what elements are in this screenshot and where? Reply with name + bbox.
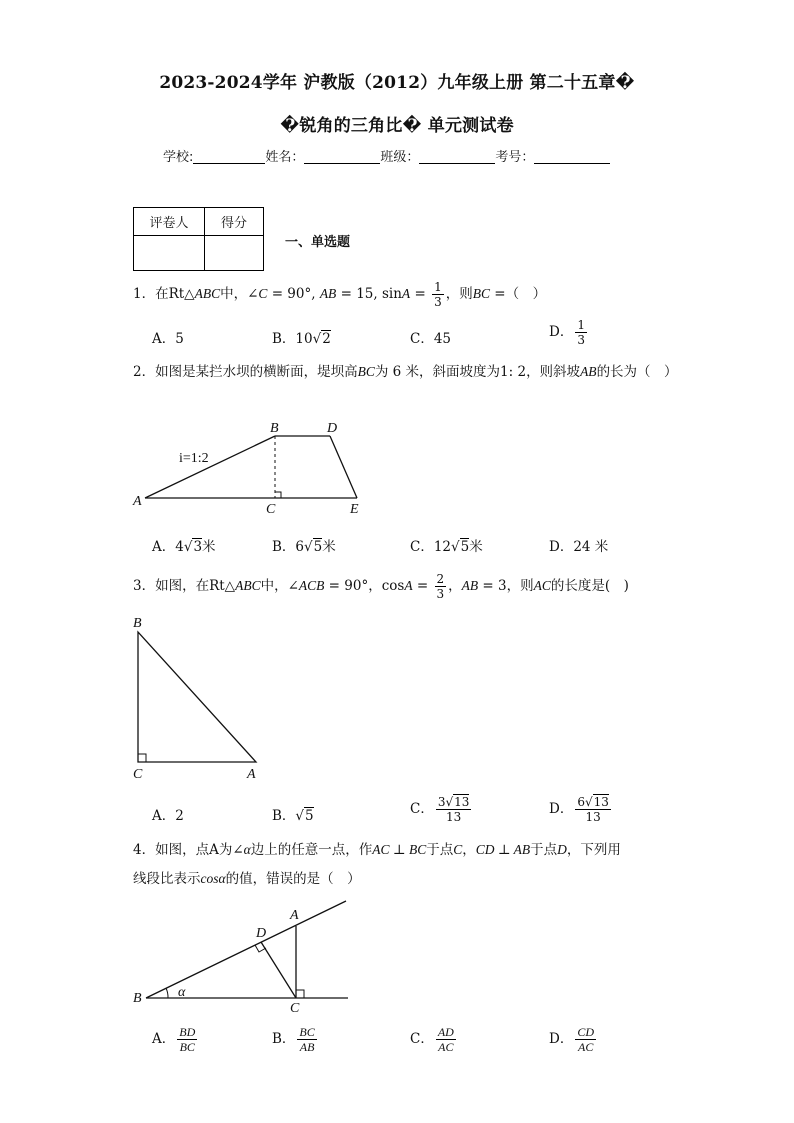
point-label-d: D bbox=[256, 926, 267, 941]
q2-option-b[interactable]: B．6√5米 bbox=[272, 539, 336, 555]
name-label: 姓名： bbox=[265, 150, 305, 165]
q2-option-a[interactable]: A．4√3米 bbox=[152, 539, 216, 555]
question-3-stem: 3．如图，在Rt△ABC中，∠ACB = 90°，cosA = $\frac{2}{3}$ ，AB = 3，则AC的长度是( ) bbox=[133, 572, 629, 601]
point-label-c: C bbox=[266, 502, 276, 517]
point-label-a: A bbox=[133, 494, 142, 509]
point-label-c: C bbox=[133, 767, 143, 782]
title-line-2: �锐角的三角比� 单元测试卷 bbox=[280, 116, 514, 136]
q3-option-d[interactable]: D． $\frac{6√13}{13}$ bbox=[549, 795, 609, 824]
q4-option-b[interactable]: B． $\frac{BC}{AB}$ bbox=[272, 1025, 315, 1054]
point-label-d: D bbox=[327, 421, 338, 436]
point-label-b: B bbox=[133, 616, 142, 631]
point-label-a: A bbox=[247, 767, 256, 782]
fraction: $\frac{1}{3}$ bbox=[434, 280, 442, 309]
score-table-score-header: 得分 bbox=[205, 208, 264, 236]
q1-option-c[interactable]: C．45 bbox=[410, 331, 452, 347]
q2-option-d[interactable]: D．24 米 bbox=[549, 539, 609, 555]
q3-option-a[interactable]: A．2 bbox=[152, 808, 184, 824]
point-label-c: C bbox=[290, 1001, 300, 1016]
q1-option-d[interactable]: D． $\frac{1}{3}$ bbox=[549, 318, 585, 347]
q1-option-a[interactable]: A．5 bbox=[152, 331, 184, 347]
exam-no-label: 考号： bbox=[495, 150, 535, 165]
title-line-1: 2023-2024学年 沪教版（2012）九年级上册 第二十五章� bbox=[159, 73, 635, 93]
q4-option-a[interactable]: A． $\frac{BD}{BC}$ bbox=[152, 1025, 196, 1054]
q2-option-c[interactable]: C．12√5米 bbox=[410, 539, 483, 555]
q1-option-b[interactable]: B．10√2 bbox=[272, 331, 331, 347]
class-label: 班级： bbox=[380, 150, 420, 165]
question-1-stem: 1．在Rt△ABC中，∠C = 90°, AB = 15, sinA = $\frac{1}{3}$ ，则BC =（ ） bbox=[133, 280, 547, 309]
q4-option-c[interactable]: C． $\frac{AD}{AC}$ bbox=[410, 1025, 454, 1054]
q4-option-d[interactable]: D． $\frac{CD}{AC}$ bbox=[549, 1025, 594, 1054]
question-4-stem-line-2: 线段比表示cosα的值，错误的是（ ） bbox=[133, 871, 361, 887]
question-4-stem-line-1: 4．如图，点A为∠α边上的任意一点，作AC ⊥ BC于点C，CD ⊥ AB于点D，下列用 bbox=[133, 842, 621, 858]
point-label-e: E bbox=[350, 502, 359, 517]
q3-option-b[interactable]: B．√5 bbox=[272, 808, 314, 824]
point-label-a: A bbox=[290, 908, 299, 923]
angle-label-alpha: α bbox=[178, 985, 186, 1000]
question-2-stem: 2．如图是某拦水坝的横断面，堤坝高BC为 6 米，斜面坡度为1: 2，则斜坡AB的长为（ ） bbox=[133, 364, 678, 380]
section-heading: 一、单选题 bbox=[285, 235, 351, 250]
point-label-b: B bbox=[133, 991, 142, 1006]
point-label-b: B bbox=[270, 421, 279, 436]
score-table-grader-header: 评卷人 bbox=[134, 208, 205, 236]
q3-option-c[interactable]: C． $\frac{3√13}{13}$ bbox=[410, 795, 470, 824]
slope-label: i=1:2 bbox=[179, 451, 209, 466]
school-label: 学校: bbox=[163, 150, 194, 165]
